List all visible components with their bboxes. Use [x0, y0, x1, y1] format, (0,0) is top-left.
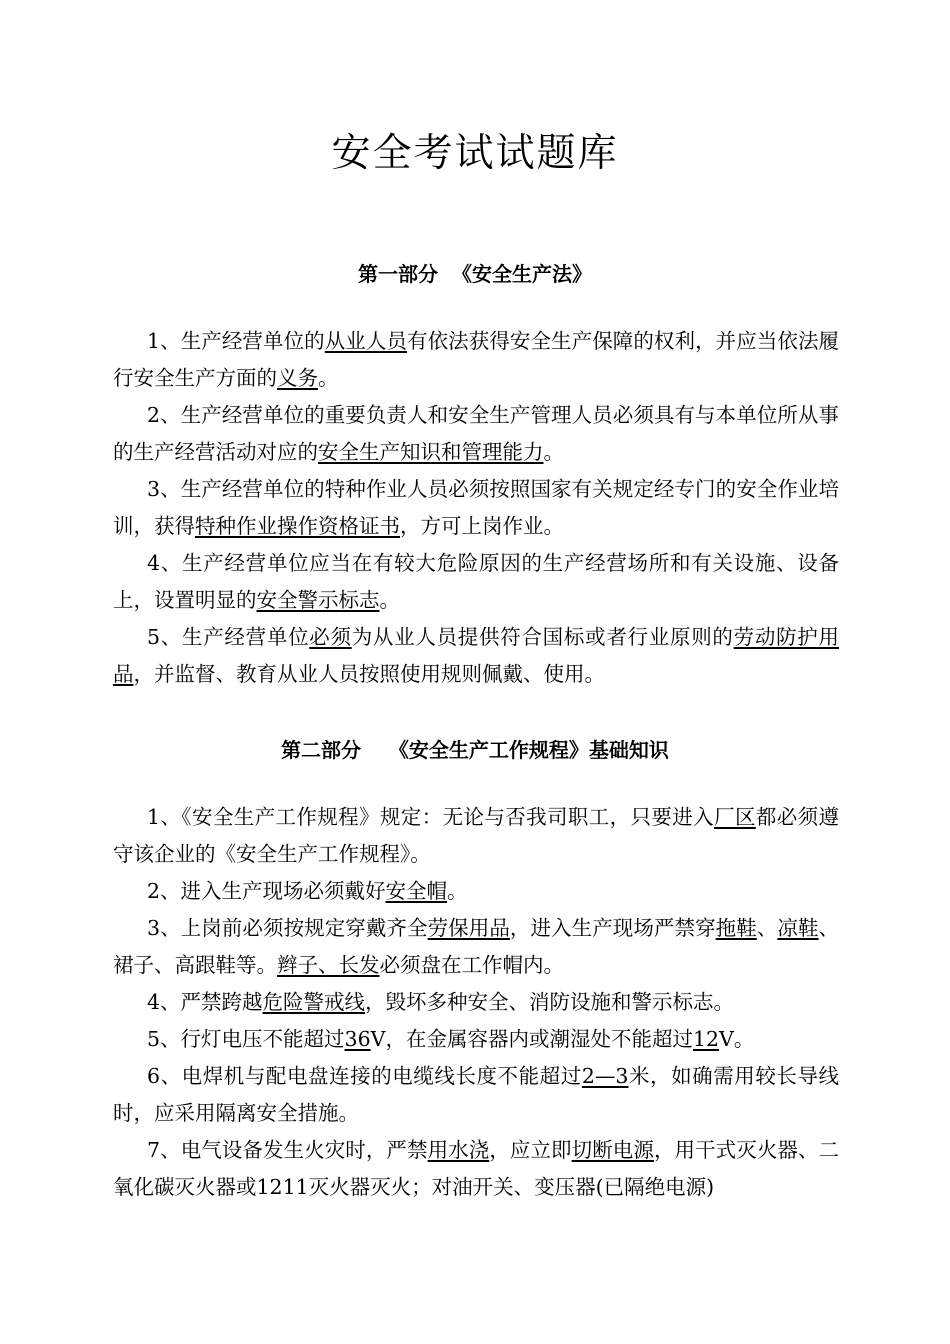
question-text: 4、严禁跨越	[147, 990, 263, 1014]
question-item	[113, 545, 839, 619]
question-text: ，毁坏多种安全、消防设施和警示标志。	[365, 990, 735, 1014]
question-item	[113, 1021, 839, 1058]
question-text: 2、生产经营单位的重要负责人和安全生产管理人员必须具有与本单位所从事的生产经营活动对应的	[113, 403, 839, 464]
answer-text: 凉鞋	[777, 916, 819, 940]
answer-text: 特种作业操作资格证书	[195, 514, 400, 538]
section-2-items	[113, 799, 839, 1206]
question-text: 、裙子、高跟鞋等。	[113, 916, 840, 977]
question-text: 1、生产经营单位的	[147, 329, 325, 353]
section-1-items	[113, 323, 839, 693]
answer-text: 劳保用品	[427, 916, 510, 940]
document-title: 安全考试试题库	[331, 131, 619, 176]
section-heading-1: 第一部分 《安全生产法》	[358, 262, 592, 286]
question-text: ，应立即	[489, 1138, 572, 1162]
section-heading-2: 第二部分 《安全生产工作规程》基础知识	[281, 738, 669, 762]
question-text: 。	[543, 440, 564, 464]
question-text: ，用干式灭火器、二氧化碳灭火器或1211灭火器灭火；对油开关、变压器(已隔绝电源)	[113, 1138, 840, 1199]
question-text: 为从业人员提供符合国标或者行业原则的	[351, 625, 734, 649]
question-item	[113, 984, 839, 1021]
question-item	[113, 1132, 839, 1206]
answer-text: 从业人员	[324, 329, 408, 353]
question-item	[113, 799, 839, 873]
answer-text: 必须	[309, 625, 352, 649]
question-text: 5、行灯电压不能超过	[147, 1027, 345, 1051]
answer-text: 劳动防护用品	[113, 625, 840, 686]
answer-text: 辫子、长发	[277, 953, 380, 977]
question-text: V。	[719, 1027, 755, 1051]
answer-text: 安全警示标志	[256, 588, 380, 612]
question-item	[113, 619, 839, 693]
question-text: 米，如确需用较长导线时，应采用隔离安全措施。	[113, 1064, 840, 1125]
answer-text: 12	[692, 1027, 720, 1051]
question-text: 有依法获得安全生产保障的权利，并应当依法履行安全生产方面的	[113, 329, 840, 390]
question-text: ，进入生产现场严禁穿	[509, 916, 716, 940]
question-text: 2、进入生产现场必须戴好	[147, 879, 386, 903]
question-item	[113, 910, 839, 984]
answer-text: 义务	[277, 366, 318, 390]
question-text: ，并监督、教育从业人员按照使用规则佩戴、使用。	[133, 662, 605, 686]
question-text: 。	[447, 879, 468, 903]
question-text: 、	[756, 916, 778, 940]
answer-text: 2—3	[581, 1064, 629, 1088]
question-text: ，方可上岗作业。	[400, 514, 564, 538]
question-text: 7、电气设备发生火灾时，严禁	[147, 1138, 428, 1162]
question-item	[113, 873, 839, 910]
question-item	[113, 397, 839, 471]
question-text: V，在金属容器内或潮湿处不能超过	[370, 1027, 693, 1051]
question-text: 都必须遵守该企业的《安全生产工作规程》。	[113, 805, 840, 866]
question-text: 。	[379, 588, 400, 612]
answer-text: 拖鞋	[715, 916, 757, 940]
answer-text: 安全生产知识和管理能力	[318, 440, 544, 464]
question-text: 3、生产经营单位的特种作业人员必须按照国家有关规定经专门的安全作业培训，获得	[113, 477, 839, 538]
question-text: 1、《安全生产工作规程》规定：无论与否我司职工，只要进入	[147, 805, 715, 829]
question-text: 4、生产经营单位应当在有较大危险原因的生产经营场所和有关设施、设备上，设置明显的	[113, 551, 839, 612]
answer-text: 切断电源	[571, 1138, 654, 1162]
answer-text: 用水浇	[427, 1138, 490, 1162]
question-text: 。	[318, 366, 339, 390]
answer-text: 安全帽	[385, 879, 448, 903]
question-item	[113, 323, 839, 397]
answer-text: 36	[344, 1027, 371, 1051]
answer-text: 厂区	[714, 805, 756, 829]
question-text: 6、电焊机与配电盘连接的电缆线长度不能超过	[147, 1064, 582, 1088]
question-text: 必须盘在工作帽内。	[379, 953, 564, 977]
answer-text: 危险警戒线	[262, 990, 366, 1014]
question-item	[113, 1058, 839, 1132]
question-text: 3、上岗前必须按规定穿戴齐全	[147, 916, 428, 940]
question-text: 5、生产经营单位	[147, 625, 310, 649]
question-item	[113, 471, 839, 545]
